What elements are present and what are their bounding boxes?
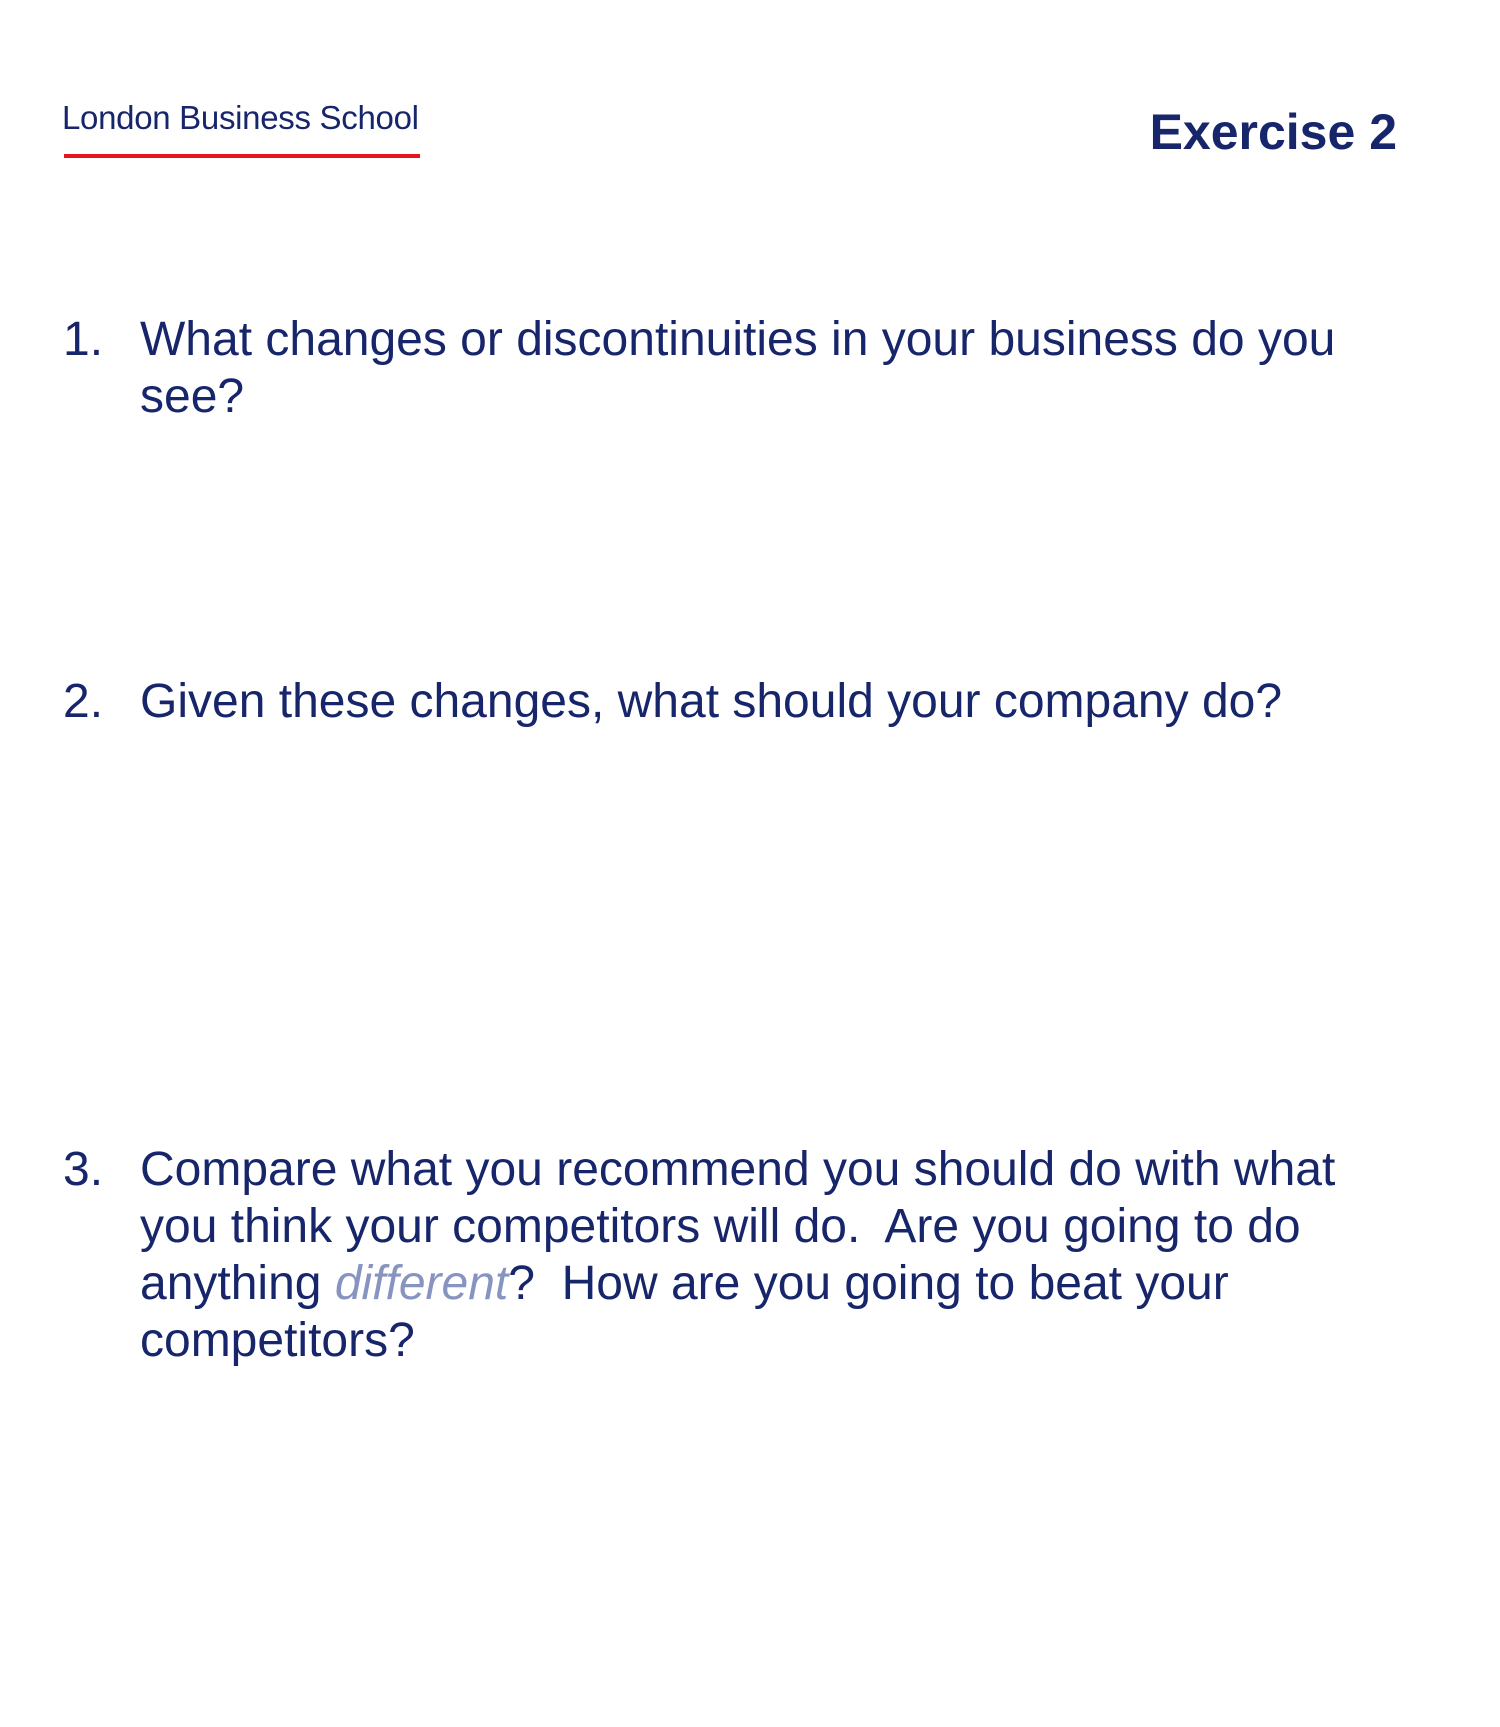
question-text xyxy=(140,311,1335,425)
text-segment: Compare what you recommend you should do with what xyxy=(140,1143,1336,1196)
logo-red-underline xyxy=(64,154,420,158)
question-item-1 xyxy=(63,311,1335,425)
question-text xyxy=(140,1141,1335,1369)
text-segment: Given these changes, what should your company do? xyxy=(140,675,1283,728)
question-text-line xyxy=(140,368,1335,425)
text-segment: What changes or discontinuities in your business do you xyxy=(140,313,1336,366)
lbs-logo xyxy=(62,99,419,137)
question-text-line xyxy=(140,311,1335,368)
text-segment: ? How are you going to beat your xyxy=(508,1257,1229,1310)
question-text-line xyxy=(140,1141,1335,1198)
question-text-line xyxy=(140,1255,1335,1312)
question-number: 1. xyxy=(63,313,104,366)
question-number: 2. xyxy=(63,675,104,728)
emphasized-word: different xyxy=(334,1257,509,1310)
question-text-line xyxy=(140,1198,1335,1255)
question-text xyxy=(140,673,1282,730)
text-segment: you think your competitors will do. Are you going to do xyxy=(140,1200,1301,1253)
text-segment: competitors? xyxy=(140,1314,415,1367)
text-segment: anything xyxy=(140,1257,335,1310)
question-item-2 xyxy=(63,673,1282,730)
question-text-line xyxy=(140,673,1282,730)
lbs-logo-text: London Business School xyxy=(62,99,419,136)
question-text-line xyxy=(140,1312,1335,1369)
question-item-3 xyxy=(63,1141,1335,1369)
question-number: 3. xyxy=(63,1143,104,1196)
text-segment: see? xyxy=(140,370,245,423)
slide-title: Exercise 2 xyxy=(1149,104,1397,160)
